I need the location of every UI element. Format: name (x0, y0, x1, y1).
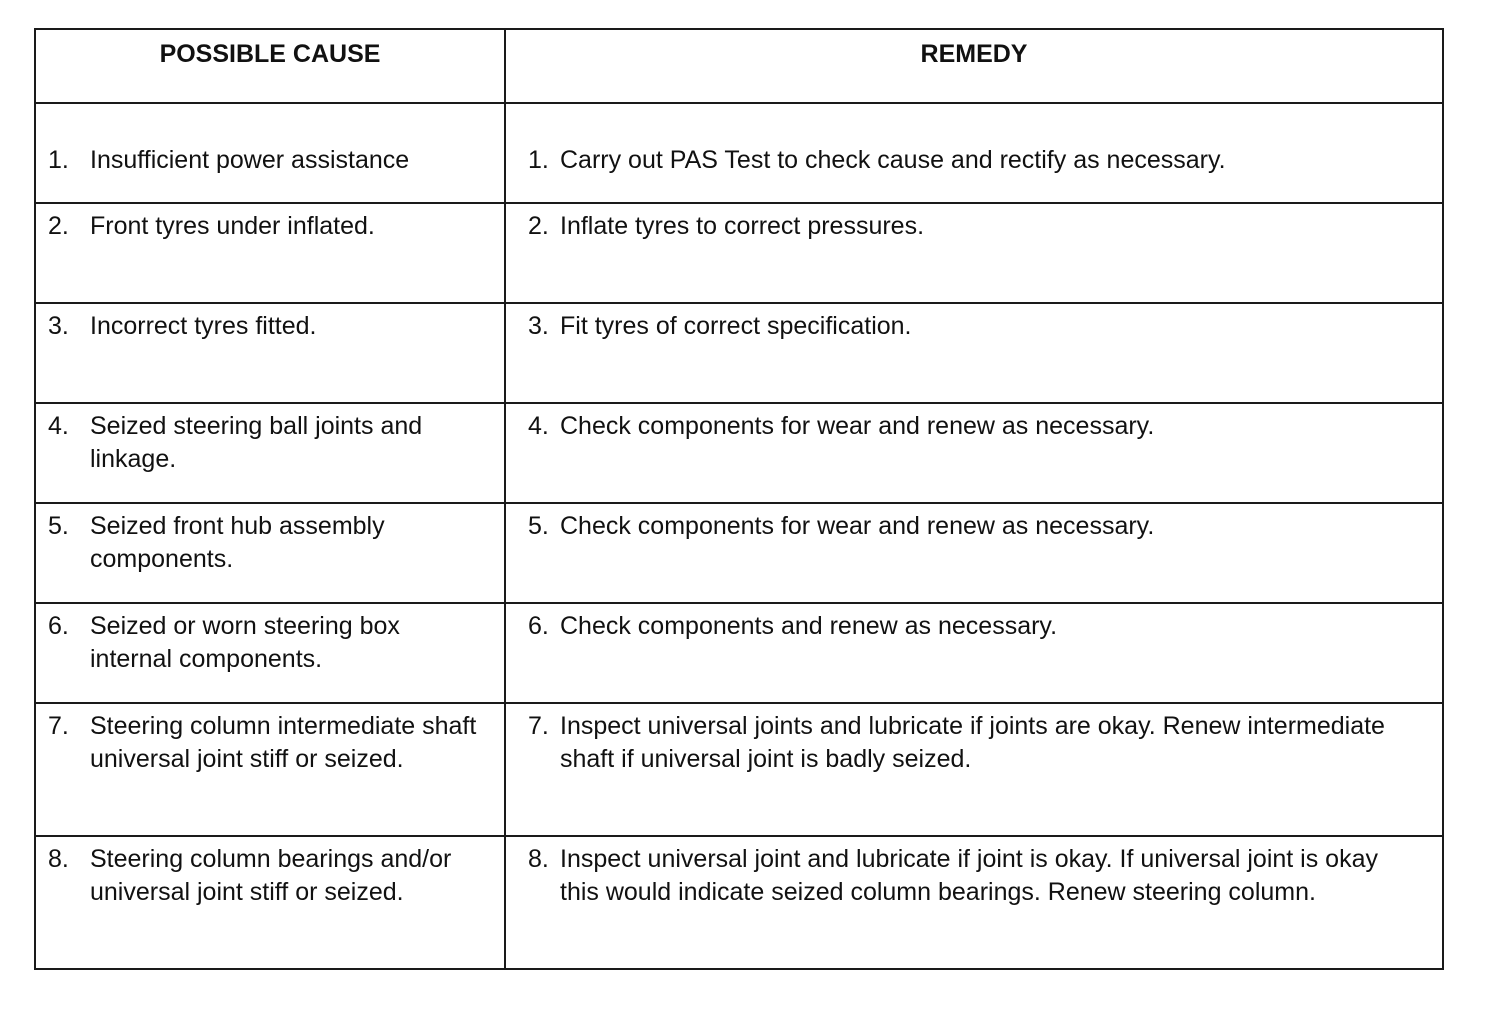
remedy-text: Check components for wear and renew as necessary. (560, 512, 1155, 540)
table-header-row (35, 29, 1443, 103)
remedy-text: Check components for wear and renew as necessary. (560, 412, 1155, 440)
table-row (35, 203, 1443, 303)
remedy-cell (505, 603, 1443, 703)
remedy-cell (505, 303, 1443, 403)
table-row (35, 703, 1443, 836)
remedy-cell (505, 703, 1443, 836)
remedy-cell (505, 403, 1443, 503)
cause-number: 1. (48, 146, 69, 174)
cause-number: 4. (48, 412, 69, 440)
table-row (35, 403, 1443, 503)
cause-text: Steering column intermediate shaft universal joint stiff or seized. (90, 712, 477, 773)
cause-text: Seized front hub assembly components. (90, 512, 385, 573)
cause-cell (35, 203, 505, 303)
cause-number: 3. (48, 312, 69, 340)
cause-cell (35, 836, 505, 969)
remedy-cell (505, 503, 1443, 603)
table-row (35, 836, 1443, 969)
table-row (35, 103, 1443, 203)
remedy-cell (505, 836, 1443, 969)
cause-number: 2. (48, 212, 69, 240)
remedy-number: 3. (528, 312, 549, 340)
remedy-number: 1. (528, 146, 549, 174)
cause-text: Seized or worn steering box internal components. (90, 612, 400, 673)
cause-cell (35, 703, 505, 836)
cause-text: Incorrect tyres fitted. (90, 312, 317, 340)
cause-number: 5. (48, 512, 69, 540)
remedy-text: Fit tyres of correct specification. (560, 312, 912, 340)
remedy-text: Check components and renew as necessary. (560, 612, 1058, 640)
remedy-cell (505, 203, 1443, 303)
cause-cell (35, 603, 505, 703)
remedy-number: 4. (528, 412, 549, 440)
cause-text: Steering column bearings and/or universal joint stiff or seized. (90, 845, 452, 906)
cause-cell (35, 503, 505, 603)
cause-text: Seized steering ball joints and linkage. (90, 412, 423, 473)
remedy-text: Carry out PAS Test to check cause and rectify as necessary. (560, 146, 1226, 174)
table-row (35, 303, 1443, 403)
cause-cell (35, 403, 505, 503)
cause-text: Insufficient power assistance (90, 146, 410, 174)
remedy-number: 8. (528, 845, 549, 873)
remedy-number: 5. (528, 512, 549, 540)
remedy-number: 7. (528, 712, 549, 740)
cause-text: Front tyres under inflated. (90, 212, 375, 240)
remedy-header: REMEDY (505, 29, 1443, 103)
cause-cell (35, 103, 505, 203)
cause-number: 8. (48, 845, 69, 873)
table-row (35, 603, 1443, 703)
cause-number: 7. (48, 712, 69, 740)
cause-cell (35, 303, 505, 403)
remedy-cell (505, 103, 1443, 203)
table-row (35, 503, 1443, 603)
troubleshooting-table (34, 28, 1444, 970)
remedy-number: 2. (528, 212, 549, 240)
possible-cause-header: POSSIBLE CAUSE (35, 29, 505, 103)
troubleshooting-table-container (34, 28, 1442, 970)
remedy-text: Inspect universal joint and lubricate if joint is okay. If universal joint is okay this would indicate seized column bearings. Renew steering column. (560, 845, 1378, 906)
remedy-text: Inflate tyres to correct pressures. (560, 212, 925, 240)
remedy-number: 6. (528, 612, 549, 640)
remedy-text: Inspect universal joints and lubricate if joints are okay. Renew intermediate shaft if universal joint is badly seized. (560, 712, 1385, 773)
cause-number: 6. (48, 612, 69, 640)
